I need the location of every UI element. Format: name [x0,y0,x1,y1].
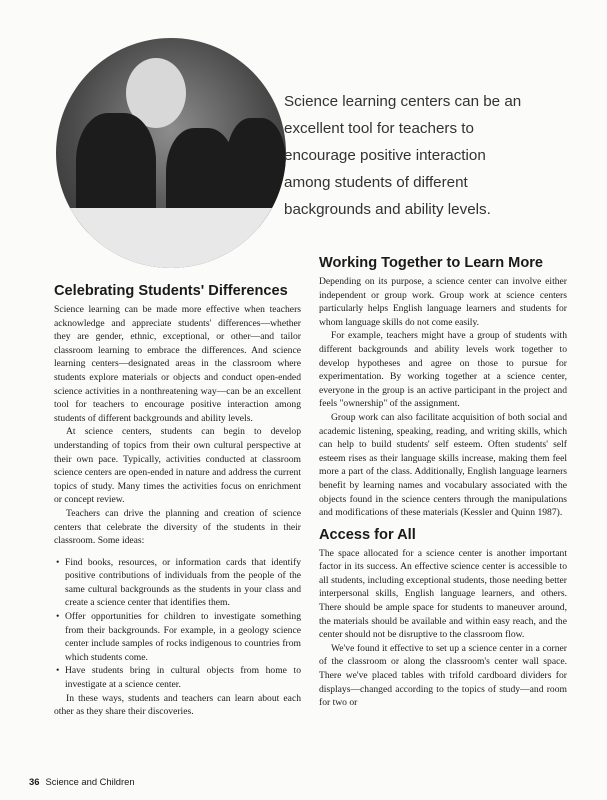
section-heading: Celebrating Students' Differences [54,283,288,299]
pull-quote-text: Science learning centers can be an excellent tool for teachers to encourage positive interaction among students of different backgrounds and ability levels. [284,93,522,218]
list-item: • Offer opportunities for children to investigate something from their backgrounds. For example, in a geology science center include samples of rocks indigenous to countries from which students come. [54,610,301,664]
body-paragraph: We've found it effective to set up a science center in a corner of the classroom or along the classroom's center wall space. There we've placed tables with trifold cardboard dividers for displays—changed according to the topics of study—and room for two or [319,642,567,709]
body-paragraph: Group work can also facilitate acquisition of both social and academic listening, speaking, reading, and writing skills, which can help to build students' self esteem. Often students' self esteem rises as their language skills increase, making them feel more a part of the class. Additionally, English language learners benefit by learning names and vocabulary associated with the objects found in the science centers through the manipulations and modifications of these materials (Kessler and Quinn 1987). [319,411,567,519]
page-number: 36 [29,776,40,787]
body-paragraph: For example, teachers might have a group of students with different backgrounds and ability levels work together to develop hypotheses and agree on those to pursue for experimentation. By working together at a science center, everyone in the group is an active participant in the project and feels "ownership" of the assignment. [319,330,567,410]
body-paragraph: Science learning can be made more effective when teachers acknowledge and appreciate students' differences—whether they are gender, ethnic, exceptional, or other—and tailor classroom learning to embrace the differences. And science learning centers—designated areas in the classroom where students explore materials or objects and conduct open-ended science activities in a nonthreatening way—can be an excellent tool for teachers to encourage positive interaction among students of different backgrounds and ability levels. [54,304,301,424]
ideas-list [54,556,301,692]
section-heading: Working Together to Learn More [319,255,544,271]
body-paragraph: Teachers can drive the planning and creation of science centers that celebrate the diversity of the students in their classroom. Some ideas: [54,507,301,547]
body-paragraph: In these ways, students and teachers can learn about each other as they share their discoveries. [54,692,301,718]
list-item: • Find books, resources, or information cards that identify positive contributions of individuals from the people of the same cultural backgrounds as the students in your class and create a science center that identifies them. [54,556,301,610]
photo-table [56,208,286,268]
page-footer [29,776,135,787]
left-column [54,282,301,719]
body-paragraph: The space allocated for a science center is another important factor in its success. An effective science center is accessible to all students, including exceptional students, those needing better interpersonal skills, English language learners, and others. There should be ample space for students to maneuver around, the materials should be available and within easy reach, and the center should not be disruptive to the classroom flow. [319,547,567,641]
right-column [319,254,567,710]
body-paragraph: Depending on its purpose, a science center can involve either independent or group work. Group work at science centers particularly helps English language learners and students for whom language skills do not come easily. [319,276,567,328]
pull-quote [284,88,534,223]
journal-name: Science and Children [45,776,135,787]
section-heading: Access for All [319,526,416,543]
body-paragraph: At science centers, students can begin to develop understanding of topics from their own cultural perspective at their own pace. Typically, activities conducted at classroom science centers are open-ended in nature and address the current topics of study. Many times the activities focus on enrichment or concept review. [54,426,301,506]
list-item: • Have students bring in cultural objects from home to investigate at a science center. [54,664,301,691]
students-photo [56,38,286,268]
